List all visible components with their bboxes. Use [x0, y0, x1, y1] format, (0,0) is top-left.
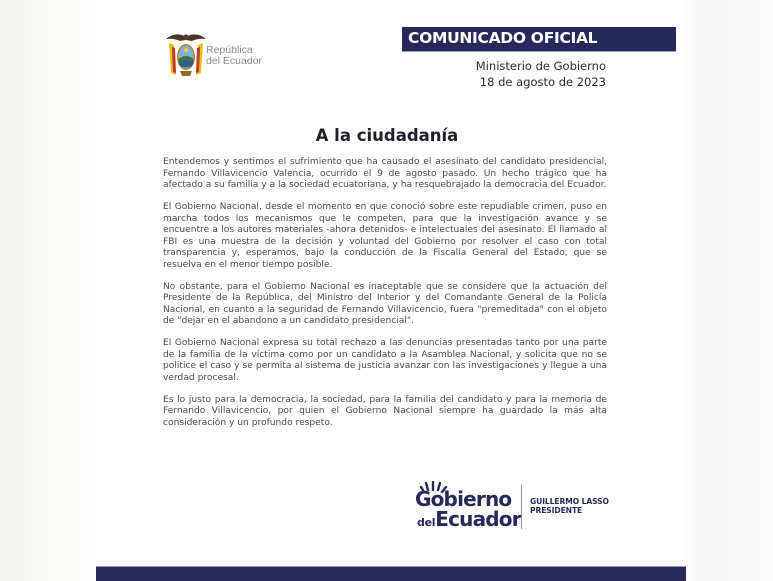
- footer-band: [96, 566, 686, 581]
- official-statement-page: [96, 0, 678, 580]
- logo-word-del: del: [417, 516, 436, 529]
- president-signature: [530, 498, 609, 515]
- paragraph: El Gobierno Nacional expresa su total rechazo a las denuncias presentadas tanto por una parte de la familia de la víctima como por un candidato a la Asamblea Nacional, y solicita que no se politice el caso y se permita al sistema de justicia avanzar con las investigaciones y llegue a una verdad procesal.: [163, 338, 607, 383]
- ecuador-coat-of-arms-icon: [164, 29, 208, 81]
- title-banner: [402, 27, 676, 52]
- issuer-block: [476, 58, 606, 90]
- issue-date: 18 de agosto de 2023: [479, 75, 606, 89]
- logo-word-ecuador: Ecuador: [435, 507, 521, 531]
- paragraph: El Gobierno Nacional, desde el momento en que conoció sobre este repudiable crimen, puso en marcha todos los mecanismos que le competen, para que la investigación avance y se encuentre a los autores materiales -ahora detenidos- e intelectuales del asesinato. El llamado al FBI es una muestra de la decisión y voluntad del Gobierno por resolver el caso con total transparencia y, esperamos, bajo la conducción de la Fiscalía General del Estado, que se resuelva en el menor tiempo posible.: [163, 202, 607, 270]
- logo-word-gobierno: Gobierno: [415, 487, 512, 511]
- statement-heading: A la ciudadanía: [315, 126, 459, 145]
- footer-divider: [521, 485, 522, 529]
- republic-line-1: República: [206, 44, 253, 56]
- ministry-name: Ministerio de Gobierno: [475, 59, 606, 73]
- republic-line-2: del Ecuador: [206, 55, 263, 67]
- logo-word-del-ecuador: [417, 508, 521, 534]
- president-name: GUILLERMO LASSO: [530, 497, 609, 506]
- paragraph: No obstante, para el Gobierno Nacional es inaceptable que se considere que la actuación del Presidente de la República, del Ministro del Interior y del Comandante General de la Policía Nacional, en cuanto a la seguridad de Fernando Villavicencio, fuera "premeditada" con el objeto de "dejar en el abandono a un candidato presidencial".: [163, 281, 607, 326]
- paragraph: Es lo justo para la democracia, la sociedad, para la familia del candidato y para la memoria de Fernando Villavicencio, por quien el Gobierno Nacional siempre ha guardado la más alta consideración y un profundo respeto.: [163, 394, 607, 428]
- document-title: COMUNICADO OFICIAL: [408, 29, 598, 47]
- gobierno-del-ecuador-logo: [414, 481, 524, 533]
- paragraph: Entendemos y sentimos el sufrimiento que ha causado el asesinato del candidato presidencial, Fernando Villavicencio Valencia, ocurrido el 9 de agosto pasado. Un hecho trágico que ha afectado a su familia y a la sociedad ecuatoriana, y ha resquebrajado la democracia del Ecuador.: [163, 157, 607, 190]
- statement-body: [163, 157, 607, 440]
- republic-label: [206, 45, 262, 67]
- president-title: PRESIDENTE: [530, 505, 583, 515]
